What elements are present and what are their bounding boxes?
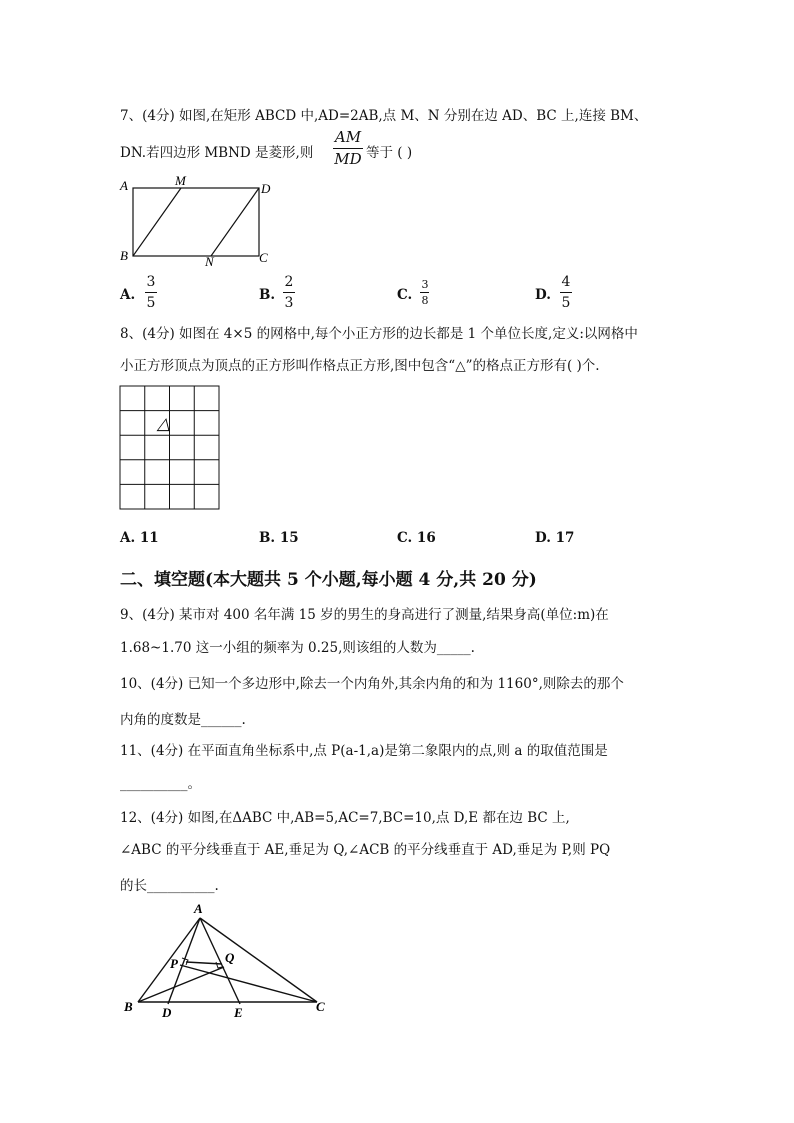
label-b: B — [120, 248, 128, 263]
q8-option-a-label: A. — [120, 530, 136, 546]
q12-triangle-figure — [120, 898, 340, 1024]
label-n: N — [205, 254, 214, 269]
q7-fraction-numerator: AM — [334, 128, 362, 146]
q8-option-c — [397, 530, 436, 546]
label-p: P — [170, 956, 178, 971]
q7-rectangle-figure — [110, 172, 280, 272]
label-d: D — [162, 1005, 172, 1020]
q7-option-c-bar — [420, 292, 429, 293]
q12-line1: 12、(4分) 如图,在ΔABC 中,AB=5,AC=7,BC=10,点 D,E 都在边 BC 上, — [120, 810, 570, 826]
segment-dn — [211, 188, 259, 256]
segment-bm — [133, 188, 181, 256]
q8-option-b-label: B. — [259, 530, 276, 546]
label-d: D — [261, 181, 271, 196]
label-a: A — [194, 901, 203, 916]
q7-option-d-bar — [560, 292, 572, 293]
q8-grid-figure — [118, 384, 222, 512]
grid-triangle-symbol: △ — [157, 414, 171, 433]
q8-option-a — [120, 530, 159, 546]
q7-option-a-den: 5 — [146, 295, 156, 311]
q7-line2 — [120, 141, 313, 161]
q7-option-b-label: B. — [259, 287, 276, 303]
q11-line1: 11、(4分) 在平面直角坐标系中,点 P(a-1,a)是第二象限内的点,则 a 的取值范围是 — [120, 743, 608, 759]
q8-option-b — [259, 530, 299, 546]
q7-option-c-num: 3 — [421, 278, 429, 291]
q7-fraction-denominator: MD — [334, 150, 362, 168]
q8-option-d-label: D. — [535, 530, 551, 546]
label-m: M — [175, 173, 186, 188]
q7-option-b-den: 3 — [284, 295, 294, 311]
q7-option-c-label: C. — [397, 287, 413, 303]
q9-line2: 1.68~1.70 这一小组的频率为 0.25,则该组的人数为_____. — [120, 640, 475, 656]
q7-option-d-num: 4 — [561, 274, 571, 290]
rectangle-abcd — [133, 188, 259, 256]
q7-option-c-den: 8 — [421, 294, 429, 307]
label-c: C — [259, 250, 268, 265]
side-ac — [200, 918, 317, 1002]
q7-option-b-num: 2 — [284, 274, 294, 290]
q7-fraction-bar — [333, 148, 363, 149]
label-c: C — [316, 999, 325, 1014]
bisector-c — [180, 965, 317, 1002]
q7-line2-pre: DN.若四边形 MBND 是菱形,则 — [120, 145, 314, 161]
q11-line2: __________。 — [120, 776, 201, 792]
label-a: A — [120, 178, 128, 193]
q8-option-a-value: 11 — [139, 530, 159, 546]
q8-option-c-value: 16 — [416, 530, 436, 546]
q7-option-a-bar — [145, 292, 157, 293]
q8-option-b-value: 15 — [279, 530, 299, 546]
label-e: E — [234, 1005, 243, 1020]
q7-option-a-label: A. — [120, 287, 136, 303]
q7-option-b-bar — [283, 292, 295, 293]
q7-option-a-num: 3 — [146, 274, 156, 290]
q8-option-c-label: C. — [397, 530, 413, 546]
q8-option-d — [535, 530, 574, 546]
q12-line3: 的长__________. — [120, 878, 219, 894]
q8-line1: 8、(4分) 如图在 4×5 的网格中,每个小正方形的边长都是 1 个单位长度,定义:以网格中 — [120, 326, 638, 342]
q10-line2: 内角的度数是______. — [120, 712, 246, 728]
q8-option-d-value: 17 — [555, 530, 575, 546]
q7-option-d-den: 5 — [561, 295, 571, 311]
q10-line1: 10、(4分) 已知一个多边形中,除去一个内角外,其余内角的和为 1160°,则除去的那个 — [120, 676, 624, 692]
q7-option-d-label: D. — [535, 287, 551, 303]
label-q: Q — [225, 950, 235, 965]
q7-line2-post: 等于 ( ) — [366, 145, 413, 161]
q9-line1: 9、(4分) 某市对 400 名年满 15 岁的男生的身高进行了测量,结果身高(单位:m)在 — [120, 607, 609, 623]
q8-line2: 小正方形顶点为顶点的正方形叫作格点正方形,图中包含“△”的格点正方形有( )个. — [120, 358, 600, 374]
q7-line1: 7、(4分) 如图,在矩形 ABCD 中,AD=2AB,点 M、N 分别在边 AD、BC 上,连接 BM、 — [120, 108, 648, 124]
q12-line2: ∠ABC 的平分线垂直于 AE,垂足为 Q,∠ACB 的平分线垂直于 AD,垂足为 P,则 PQ — [120, 842, 611, 858]
section-title: 二、填空题(本大题共 5 个小题,每小题 4 分,共 20 分) — [120, 570, 537, 590]
label-b: B — [124, 999, 133, 1014]
